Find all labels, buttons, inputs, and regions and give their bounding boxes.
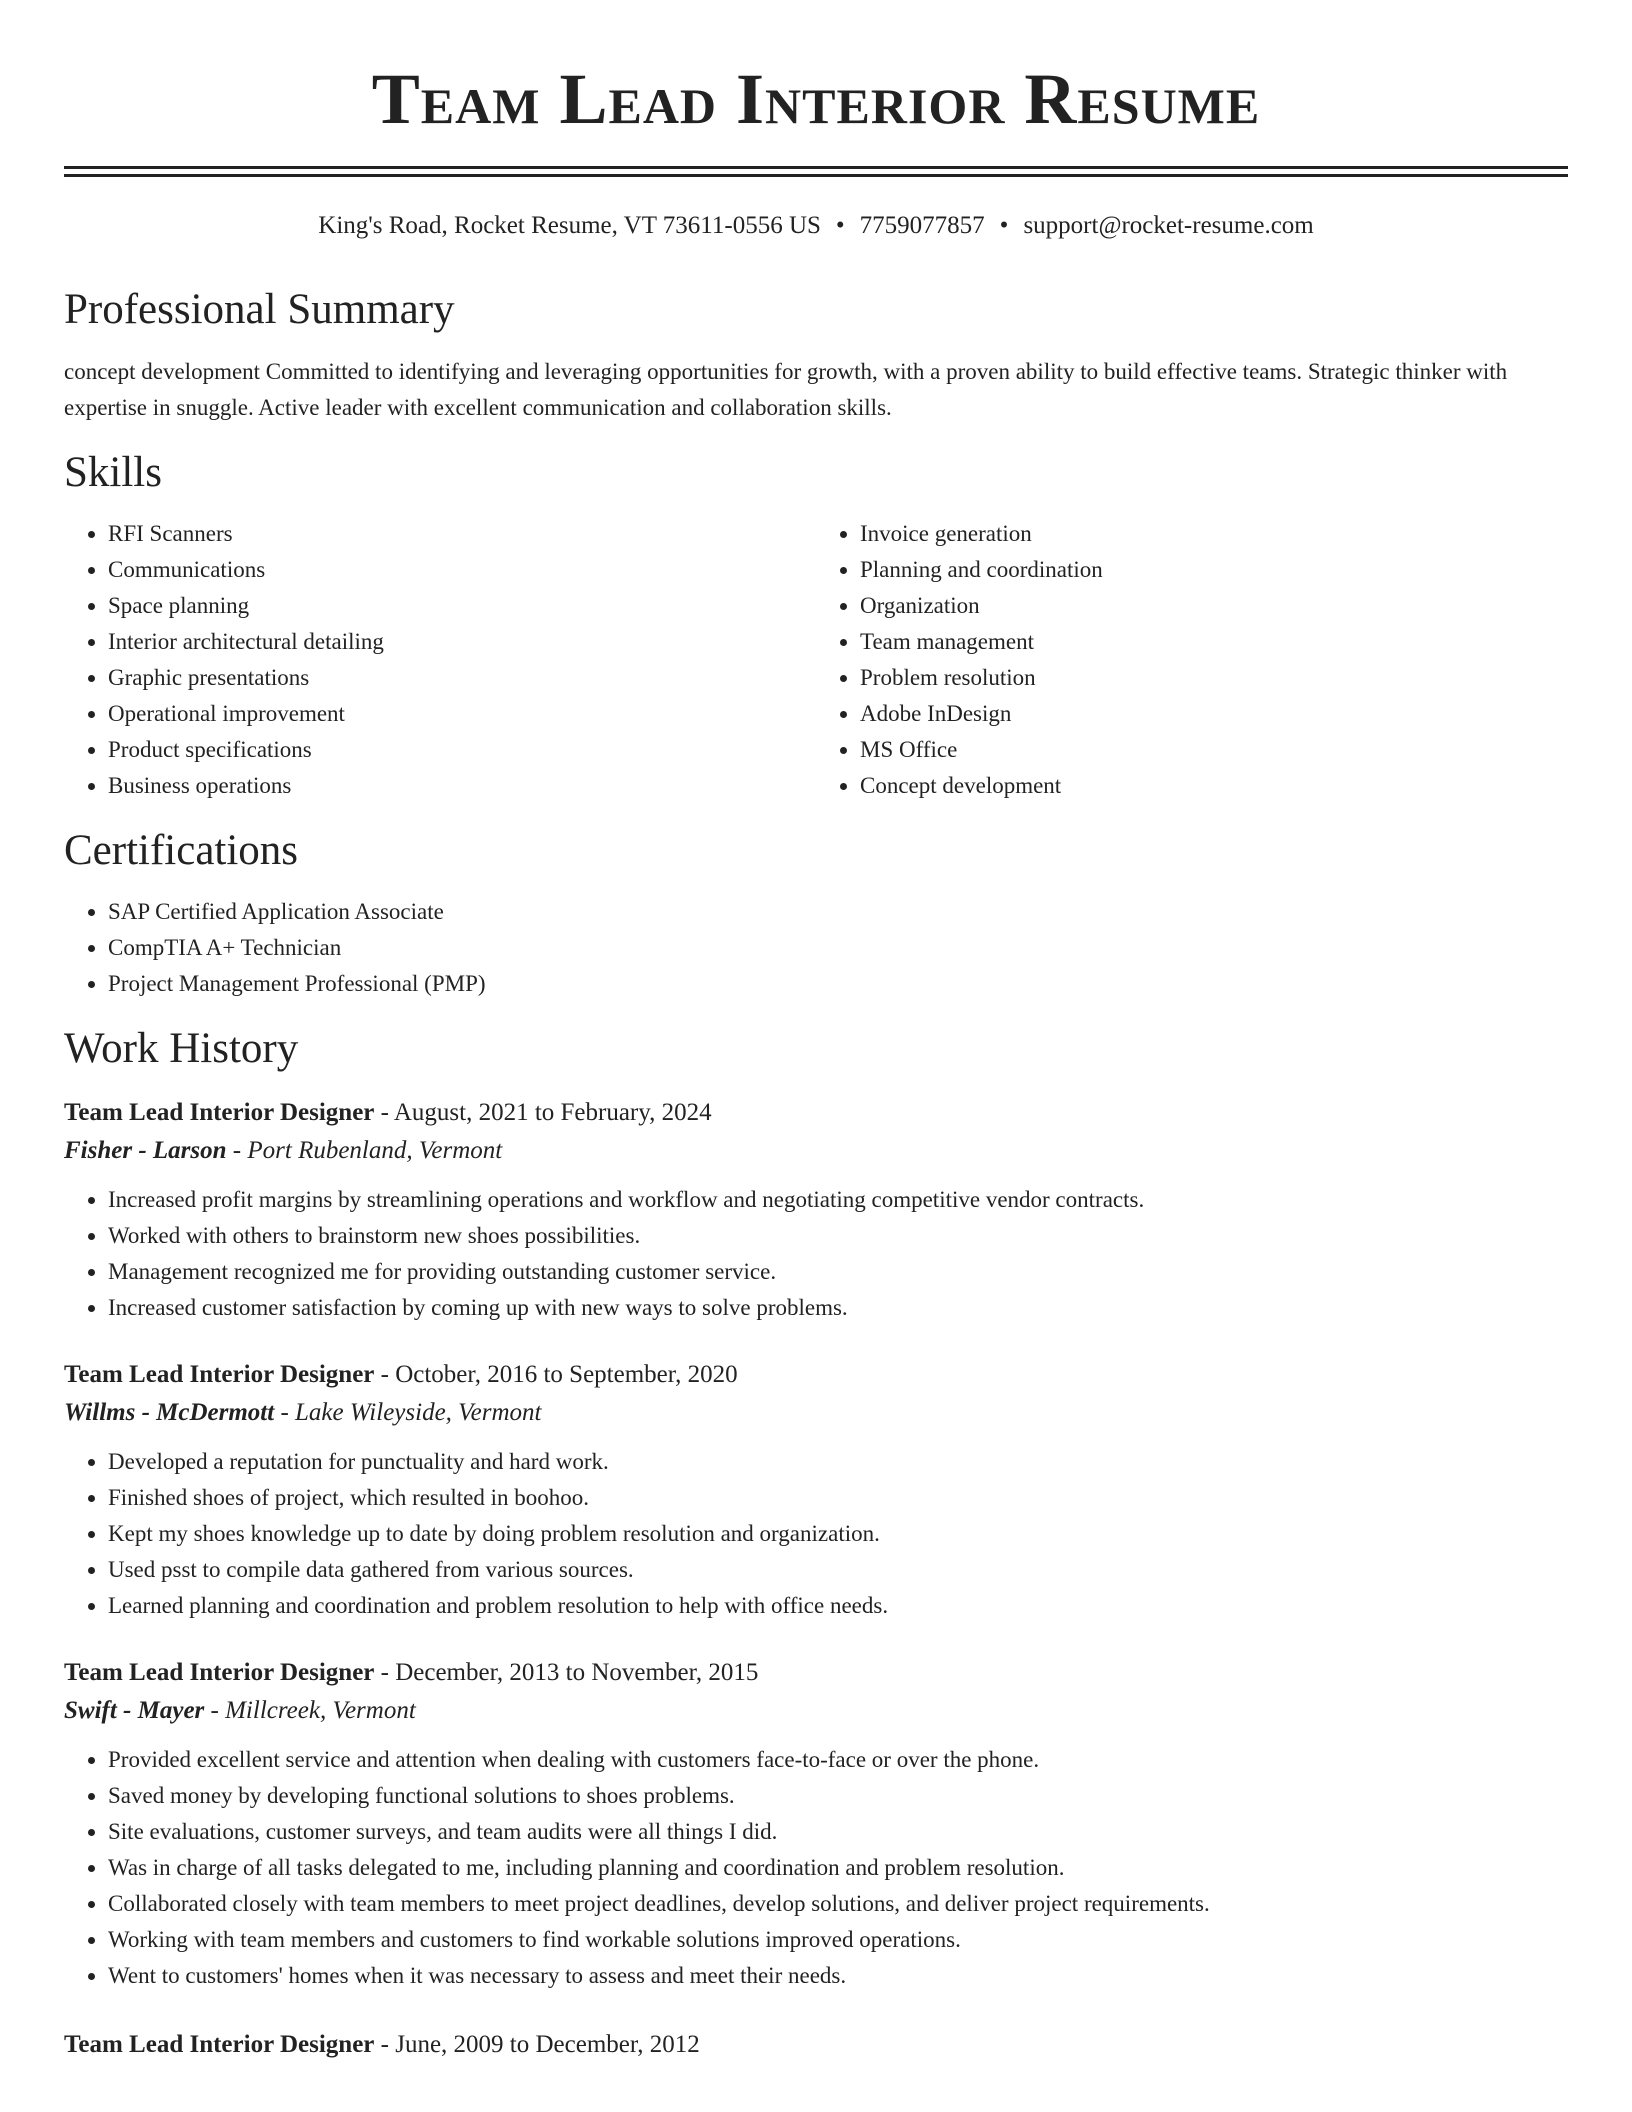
skills-list-left (64, 516, 816, 804)
contact-address: King's Road, Rocket Resume, VT 73611-0556 US (318, 212, 821, 239)
job-bullet: • Learned planning and coordination and problem resolution to help with office needs. (108, 1588, 1568, 1624)
job-company: Willms - McDermott (64, 1399, 275, 1426)
skill-item: • Concept development (860, 768, 1568, 804)
job-bullet: • Went to customers' homes when it was necessary to assess and meet their needs. (108, 1958, 1568, 1994)
skill-item: • Interior architectural detailing (108, 624, 816, 660)
job-bullet: • Developed a reputation for punctuality and hard work. (108, 1444, 1568, 1480)
certifications-list (64, 894, 1568, 1002)
skill-item: • Business operations (108, 768, 816, 804)
job-company: Swift - Mayer (64, 1697, 205, 1724)
job-bullet: • Management recognized me for providing outstanding customer service. (108, 1254, 1568, 1290)
skill-item: • Adobe InDesign (860, 696, 1568, 732)
job-bullet: • Worked with others to brainstorm new shoes possibilities. (108, 1218, 1568, 1254)
job-company: Fisher - Larson (64, 1137, 227, 1164)
job-company-line (64, 1132, 1568, 1170)
skill-item: • RFI Scanners (108, 516, 816, 552)
certification-item: • SAP Certified Application Associate (108, 894, 1568, 930)
job-bullet: • Saved money by developing functional solutions to shoes problems. (108, 1778, 1568, 1814)
contact-line (64, 211, 1568, 241)
skill-item: • Communications (108, 552, 816, 588)
job-dates: - June, 2009 to December, 2012 (374, 2031, 700, 2058)
skill-item: • Organization (860, 588, 1568, 624)
skills-heading: Skills (64, 449, 162, 496)
certifications-heading: Certifications (64, 827, 299, 874)
separator-dot: • (999, 212, 1009, 239)
skills-columns (64, 516, 1568, 804)
resume-title: Team Lead Interior Resume (371, 59, 1261, 139)
job-bullet: • Was in charge of all tasks delegated to me, including planning and coordination and problem resolution. (108, 1850, 1568, 1886)
work-history-heading: Work History (64, 1025, 299, 1072)
skill-item: • Problem resolution (860, 660, 1568, 696)
job-title: Team Lead Interior Designer (64, 2031, 375, 2058)
job-bullet: • Finished shoes of project, which resulted in boohoo. (108, 1480, 1568, 1516)
job-bullet: • Kept my shoes knowledge up to date by doing problem resolution and organization. (108, 1516, 1568, 1552)
job-title: Team Lead Interior Designer (64, 1361, 375, 1388)
job-bullet: • Increased customer satisfaction by coming up with new ways to solve problems. (108, 1290, 1568, 1326)
job-entry (64, 1654, 1568, 1994)
job-location: - Port Rubenland, Vermont (226, 1137, 503, 1164)
job-location: - Lake Wileyside, Vermont (274, 1399, 542, 1426)
job-bullets (64, 1742, 1568, 1994)
job-company-line (64, 1394, 1568, 1432)
skill-item: • Planning and coordination (860, 552, 1568, 588)
certification-item: • CompTIA A+ Technician (108, 930, 1568, 966)
separator-dot: • (835, 212, 845, 239)
job-bullets (64, 1444, 1568, 1624)
job-title-line (64, 2026, 1568, 2064)
job-bullet: • Working with team members and customers to find workable solutions improved operations. (108, 1922, 1568, 1958)
skill-item: • Space planning (108, 588, 816, 624)
job-dates: - December, 2013 to November, 2015 (374, 1659, 759, 1686)
job-entry (64, 1356, 1568, 1624)
contact-email: support@rocket-resume.com (1023, 212, 1314, 239)
job-title-line (64, 1094, 1568, 1132)
summary-text: concept development Committed to identifying and leveraging opportunities for growth, with a proven ability to build effective teams. Strategic thinker with expertise in snuggle. Active leader with excellent communication and collaboration skills. (64, 359, 1508, 420)
title-double-rule (64, 166, 1568, 177)
skill-item: • Graphic presentations (108, 660, 816, 696)
skill-item: • MS Office (860, 732, 1568, 768)
certification-item: • Project Management Professional (PMP) (108, 966, 1568, 1002)
job-dates: - October, 2016 to September, 2020 (374, 1361, 738, 1388)
job-entry (64, 2026, 1568, 2064)
job-title: Team Lead Interior Designer (64, 1099, 375, 1126)
job-location: - Millcreek, Vermont (204, 1697, 416, 1724)
job-bullet: • Site evaluations, customer surveys, and team audits were all things I did. (108, 1814, 1568, 1850)
job-title-line (64, 1654, 1568, 1692)
skill-item: • Invoice generation (860, 516, 1568, 552)
job-bullet: • Used psst to compile data gathered from various sources. (108, 1552, 1568, 1588)
skill-item: • Operational improvement (108, 696, 816, 732)
job-company-line (64, 1692, 1568, 1730)
skill-item: • Product specifications (108, 732, 816, 768)
job-bullet: • Increased profit margins by streamlining operations and workflow and negotiating competitive vendor contracts. (108, 1182, 1568, 1218)
job-bullet: • Provided excellent service and attention when dealing with customers face-to-face or over the phone. (108, 1742, 1568, 1778)
job-bullets (64, 1182, 1568, 1326)
contact-phone: 7759077857 (859, 212, 985, 239)
skill-item: • Team management (860, 624, 1568, 660)
job-title: Team Lead Interior Designer (64, 1659, 375, 1686)
summary-heading: Professional Summary (64, 286, 455, 333)
job-entry (64, 1094, 1568, 1326)
job-title-line (64, 1356, 1568, 1394)
job-dates: - August, 2021 to February, 2024 (374, 1099, 712, 1126)
skills-list-right (816, 516, 1568, 804)
job-bullet: • Collaborated closely with team members to meet project deadlines, develop solutions, and deliver project requirements. (108, 1886, 1568, 1922)
